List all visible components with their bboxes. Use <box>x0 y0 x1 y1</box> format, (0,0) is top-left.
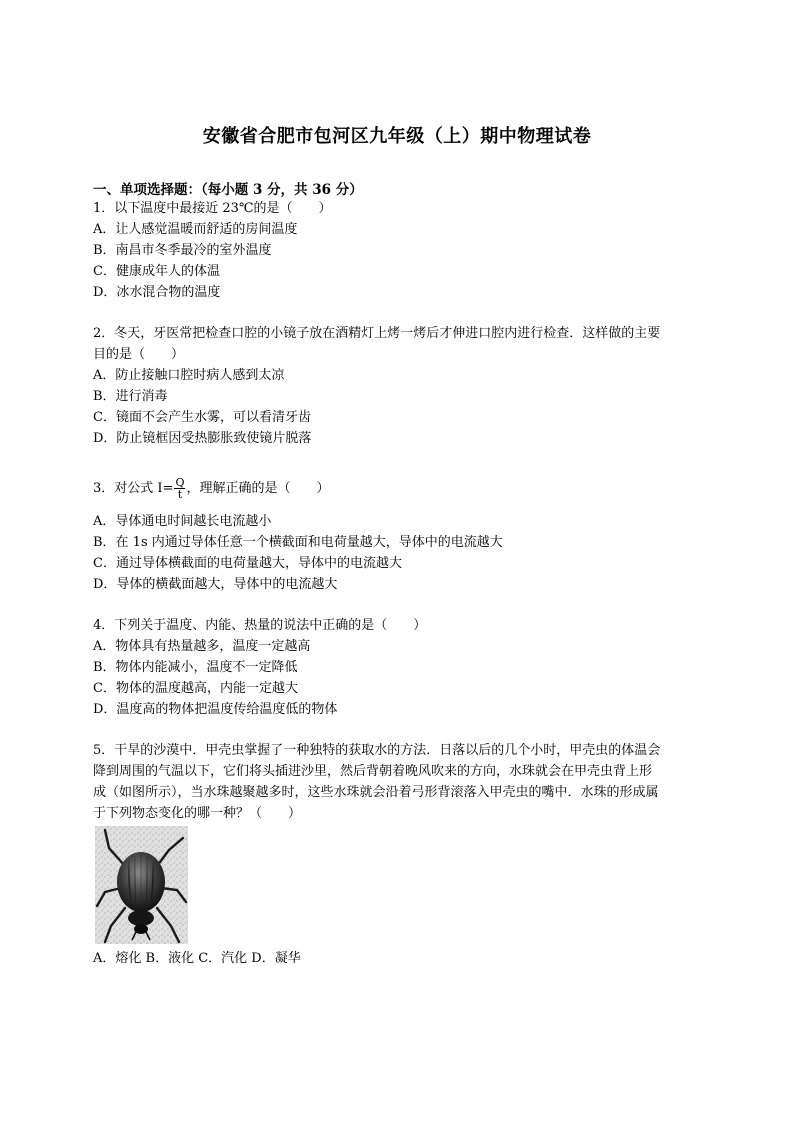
q4-option-a: A．物体具有热量越多，温度一定越高 <box>93 639 311 654</box>
q3-option-d: D．导体的横截面越大，导体中的电流越大 <box>93 577 338 592</box>
q3-stem-post: ，理解正确的是（ ） <box>186 481 330 496</box>
q2-option-c: C．镜面不会产生水雾，可以看清牙齿 <box>93 410 311 425</box>
q1-option-c: C．健康成年人的体温 <box>93 264 220 279</box>
q5-options: A．熔化 B．液化 C．汽化 D．凝华 <box>93 951 301 966</box>
section-heading: 一、单项选择题：（每小题 3 分，共 36 分） <box>93 182 363 198</box>
q3-stem <box>93 477 329 500</box>
q3-option-c: C．通过导体横截面的电荷量越大，导体中的电流越大 <box>93 556 402 571</box>
q2-option-a: A．防止接触口腔时病人感到太凉 <box>93 368 285 383</box>
q1-option-b: B．南昌市冬季最冷的室外温度 <box>93 243 272 258</box>
q3-option-b: B．在 1s 内通过导体任意一个横截面和电荷量越大，导体中的电流越大 <box>93 535 503 550</box>
q4-stem: 4．下列关于温度、内能、热量的说法中正确的是（ ） <box>93 618 427 633</box>
q1-option-d: D．冰水混合物的温度 <box>93 285 221 300</box>
q2-option-d: D．防止镜框因受热膨胀致使镜片脱落 <box>93 431 312 446</box>
q5-stem-line-3: 成（如图所示），当水珠越聚越多时，这些水珠就会沿着弓形背滚落入甲壳虫的嘴中．水珠的形成属 <box>93 785 659 800</box>
q2-stem-line-1: 2．冬天，牙医常把检查口腔的小镜子放在酒精灯上烤一烤后才伸进口腔内进行检查．这样做的主要 <box>93 326 661 341</box>
q4-option-c: C．物体的温度越高，内能一定越大 <box>93 681 298 696</box>
q5-stem-line-1: 5．干旱的沙漠中．甲壳虫掌握了一种独特的获取水的方法．日落以后的几个小时，甲壳虫的体温会 <box>93 743 661 758</box>
formula-fraction <box>174 477 185 500</box>
q3-stem-pre: 3．对公式 I= <box>93 481 174 496</box>
fraction-denominator: t <box>177 488 183 501</box>
page-title: 安徽省合肥市包河区九年级（上）期中物理试卷 <box>202 126 592 147</box>
q2-option-b: B．进行消毒 <box>93 389 168 404</box>
q5-stem-line-2: 降到周围的气温以下，它们将头插进沙里，然后背朝着晚风吹来的方向，水珠就会在甲壳虫背上形 <box>93 764 653 779</box>
fraction-numerator: Q <box>175 476 185 489</box>
q5-stem-line-4: 于下列物态变化的哪一种？（ ） <box>93 806 302 821</box>
q1-stem: 1．以下温度中最接近 23℃的是（ ） <box>93 201 332 216</box>
q4-option-b: B．物体内能减小，温度不一定降低 <box>93 660 298 675</box>
q4-option-d: D．温度高的物体把温度传给温度低的物体 <box>93 702 338 717</box>
q1-option-a: A．让人感觉温暖而舒适的房间温度 <box>93 222 298 237</box>
beetle-image <box>95 826 188 944</box>
q2-stem-line-2: 目的是（ ） <box>93 347 185 362</box>
q3-option-a: A．导体通电时间越长电流越小 <box>93 514 272 529</box>
